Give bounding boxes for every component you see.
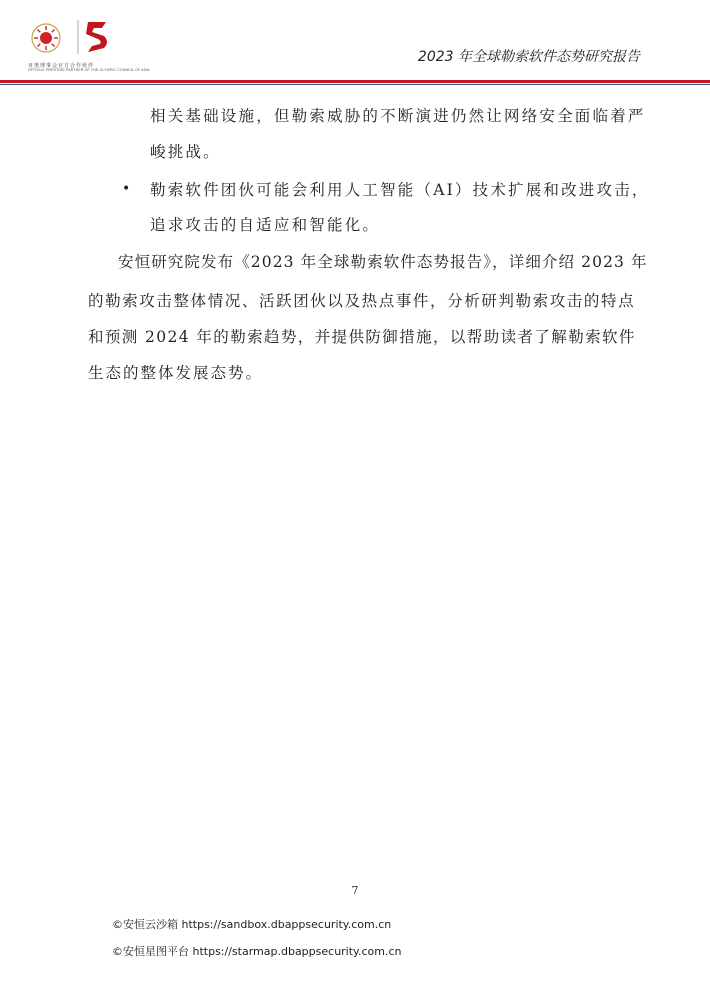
report-title: 2023 年全球勒索软件态势研究报告: [417, 49, 640, 65]
footer-sandbox-link[interactable]: ©安恒云沙箱 https://sandbox.dbappsecurity.com.cn: [112, 918, 392, 931]
page-number: 7: [351, 884, 359, 897]
logo-cn-text: 亚奥理事会官方合作伙伴: [28, 63, 95, 69]
paragraph-line: 勒索软件团伙可能会利用人工智能（AI）技术扩展和改进攻击，: [150, 181, 650, 199]
page-header: [0, 0, 710, 86]
header-divider-blue: [0, 84, 710, 85]
footer-starmap-link[interactable]: ©安恒星图平台 https://starmap.dbappsecurity.com.cn: [112, 945, 402, 958]
paragraph-line: 相关基础设施，但勒索威胁的不断演进仍然让网络安全面临着严: [150, 107, 646, 125]
paragraph-line: 峻挑战。: [150, 143, 221, 161]
paragraph-line: 安恒研究院发布《2023 年全球勒索软件态势报告》，详细介绍 2023 年: [118, 253, 648, 271]
logo-en-text: OFFICIAL PRESTIGE PARTNER OF THE OLYMPIC COUNCIL OF ASIA: [28, 68, 150, 72]
header-divider-red: [0, 80, 710, 83]
paragraph-line: 生态的整体发展态势。: [88, 364, 264, 382]
paragraph-line: 追求攻击的自适应和智能化。: [150, 216, 381, 234]
bullet-icon: •: [122, 181, 131, 197]
paragraph-line: 的勒索攻击整体情况、活跃团伙以及热点事件，分析研判勒索攻击的特点: [88, 292, 636, 310]
paragraph-line: 和预测 2024 年的勒索趋势，并提供防御措施，以帮助读者了解勒索软件: [88, 328, 636, 346]
